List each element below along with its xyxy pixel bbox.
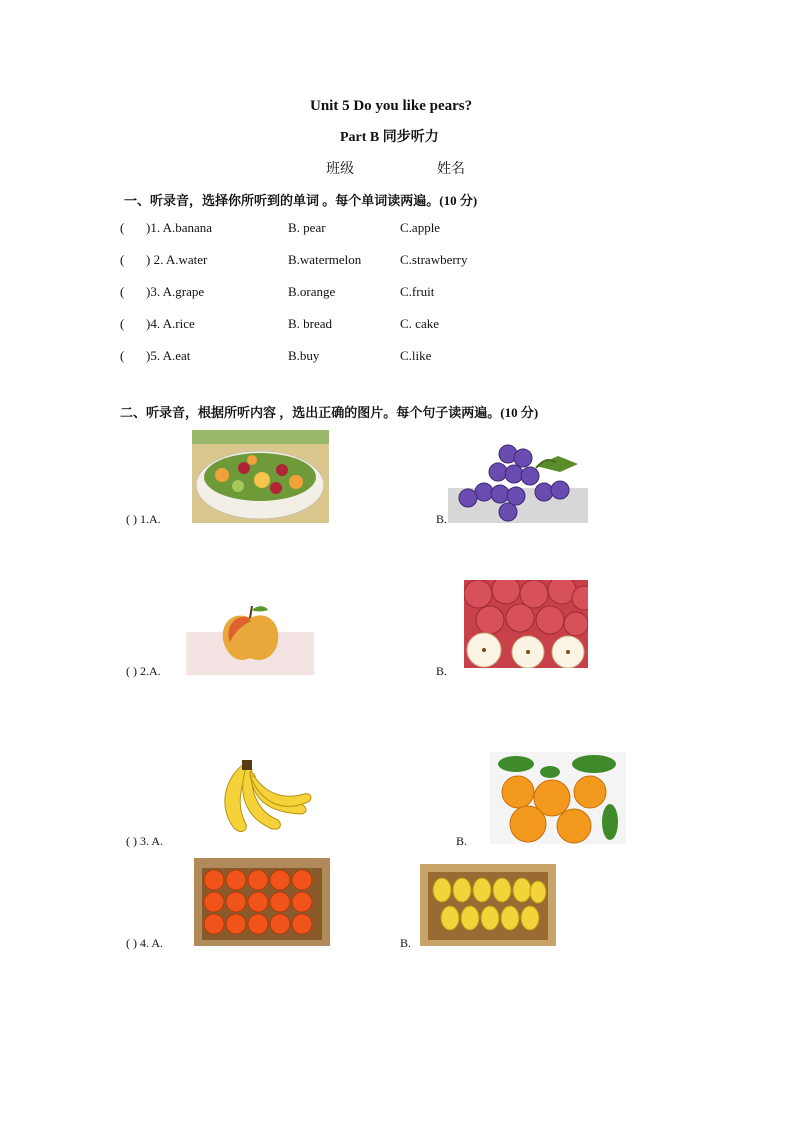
- item-option-a: )1. A.banana: [146, 220, 213, 235]
- item-paren: (: [120, 252, 125, 267]
- picture-question-label: ( ) 2.A.: [126, 664, 161, 678]
- oranges-image: [490, 752, 626, 844]
- apples-pile-image: [464, 580, 588, 668]
- picture-option-b-label: B.: [436, 512, 448, 526]
- item-option-a: )5. A.eat: [146, 348, 191, 363]
- bananas-image: [204, 758, 316, 840]
- item-paren: (: [120, 284, 125, 299]
- section2-heading: 二、听录音，根据所听内容 ，选出正确的图片。每个句子读两遍。(10 分): [120, 405, 539, 420]
- picture-question-label: ( ) 3. A.: [126, 834, 163, 848]
- item-paren: (: [120, 220, 125, 235]
- item-option-c: C. cake: [400, 316, 439, 331]
- item-option-b: B. bread: [288, 316, 333, 331]
- picture-question-label: ( ) 4. A.: [126, 936, 163, 950]
- class-label: 班级: [326, 162, 354, 177]
- item-paren: (: [120, 316, 125, 331]
- item-option-a: )3. A.grape: [146, 284, 205, 299]
- picture-question-label: ( ) 1.A.: [126, 512, 161, 526]
- item-option-b: B.watermelon: [288, 252, 362, 267]
- item-option-a: ) 2. A.water: [146, 252, 208, 267]
- page-title: Unit 5 Do you like pears?: [310, 98, 473, 114]
- picture-option-b-label: B.: [456, 834, 468, 848]
- part-title: Part B 同步听力: [340, 130, 439, 145]
- item-option-b: B.buy: [288, 348, 320, 363]
- picture-option-b-label: B.: [400, 936, 412, 950]
- item-paren: (: [120, 348, 125, 363]
- crate-oranges-image: [194, 858, 330, 946]
- fruit-salad-image: [192, 430, 329, 523]
- apple-image: [186, 600, 314, 675]
- item-option-c: C.like: [400, 348, 432, 363]
- picture-option-b-label: B.: [436, 664, 448, 678]
- item-option-c: C.fruit: [400, 284, 435, 299]
- item-option-c: C.strawberry: [400, 252, 468, 267]
- name-label: 姓名: [437, 162, 465, 177]
- item-option-b: B.orange: [288, 284, 336, 299]
- grapes-image: [448, 436, 588, 523]
- item-option-a: )4. A.rice: [146, 316, 195, 331]
- item-option-c: C.apple: [400, 220, 441, 235]
- section1-heading: 一、听录音，选择你所听到的单词 。每个单词读两遍。(10 分): [124, 193, 478, 208]
- crate-pears-image: [420, 864, 556, 946]
- item-option-b: B. pear: [288, 220, 326, 235]
